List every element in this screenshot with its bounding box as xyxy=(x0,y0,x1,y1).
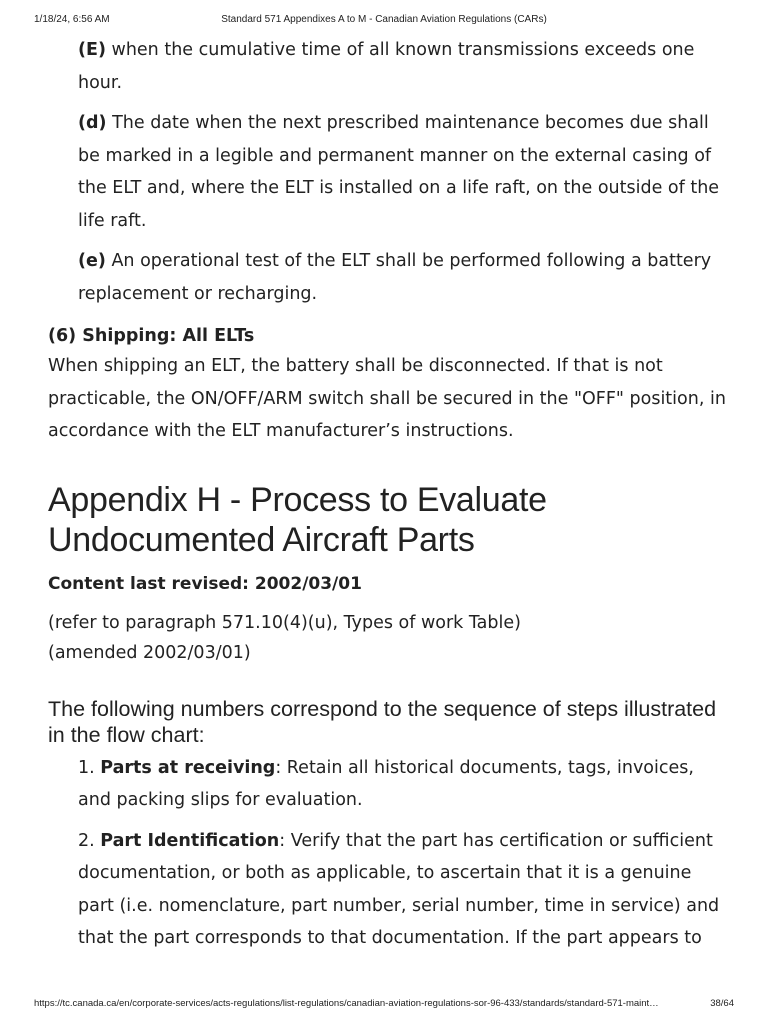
appendix-references xyxy=(48,608,728,668)
step-text: : Retain all historical documents, tags, invoices, and packing slips for evaluation. xyxy=(78,757,694,810)
list-item xyxy=(78,825,728,955)
flow-chart-subheading: The following numbers correspond to the sequence of steps illustrated in the flow chart: xyxy=(48,696,717,747)
print-footer xyxy=(34,998,734,1012)
print-header xyxy=(34,14,734,28)
amended-note: (amended 2002/03/01) xyxy=(48,642,251,663)
shipping-heading: (6) Shipping: All ELTs xyxy=(48,326,255,346)
reference-paragraph: (refer to paragraph 571.10(4)(u), Types of work Table) xyxy=(48,612,521,633)
print-page-title: Standard 571 Appendixes A to M - Canadian Aviation Regulations (CARs) xyxy=(221,14,547,25)
paragraph-d-text: The date when the next prescribed maintenance becomes due shall be marked in a legible and permanent manner on the external casing of the ELT and, where the ELT is installed on a life raft, on the outside of the life raft. xyxy=(78,113,720,231)
print-datetime: 1/18/24, 6:56 AM xyxy=(34,14,110,25)
paragraph-E-text: when the cumulative time of all known transmissions exceeds one hour. xyxy=(78,40,695,93)
list-item xyxy=(78,752,728,817)
paragraph-e xyxy=(48,245,728,310)
paragraph-e-label: (e) xyxy=(78,251,106,271)
paragraph-E-label: (E) xyxy=(78,40,106,60)
paragraph-d xyxy=(48,107,728,237)
content-revised-date: Content last revised: 2002/03/01 xyxy=(48,573,362,594)
step-text: : Verify that the part has certification or sufficient documentation, or both as applicable, to ascertain that it is a genuine part (i.e. nomenclature, part number, serial number, time in service) and that the part corresponds to that documentation. If the part appears to xyxy=(78,830,720,948)
page-number: 38/64 xyxy=(710,998,734,1009)
appendix-title: Appendix H - Process to Evaluate Undocumented Aircraft Parts xyxy=(48,480,547,559)
step-number: 2. xyxy=(78,830,101,851)
shipping-text: When shipping an ELT, the battery shall be disconnected. If that is not practicable, the ON/OFF/ARM switch shall be secured in the "OFF" position, in accordance with the ELT manufacturer’s instructions. xyxy=(48,356,726,441)
paragraph-d-label: (d) xyxy=(78,113,107,133)
page-url: https://tc.canada.ca/en/corporate-services/acts-regulations/list-regulations/canadian-aviation-regulations-sor-96-433/standards/standard-571-maint… xyxy=(34,998,659,1009)
steps-list xyxy=(48,752,728,955)
step-label: Part Identification xyxy=(100,830,280,851)
step-label: Parts at receiving xyxy=(100,757,276,778)
step-number: 1. xyxy=(78,757,101,778)
paragraph-e-text: An operational test of the ELT shall be performed following a battery replacement or recharging. xyxy=(78,251,712,304)
paragraph-E xyxy=(48,34,728,99)
document-body xyxy=(48,34,728,955)
